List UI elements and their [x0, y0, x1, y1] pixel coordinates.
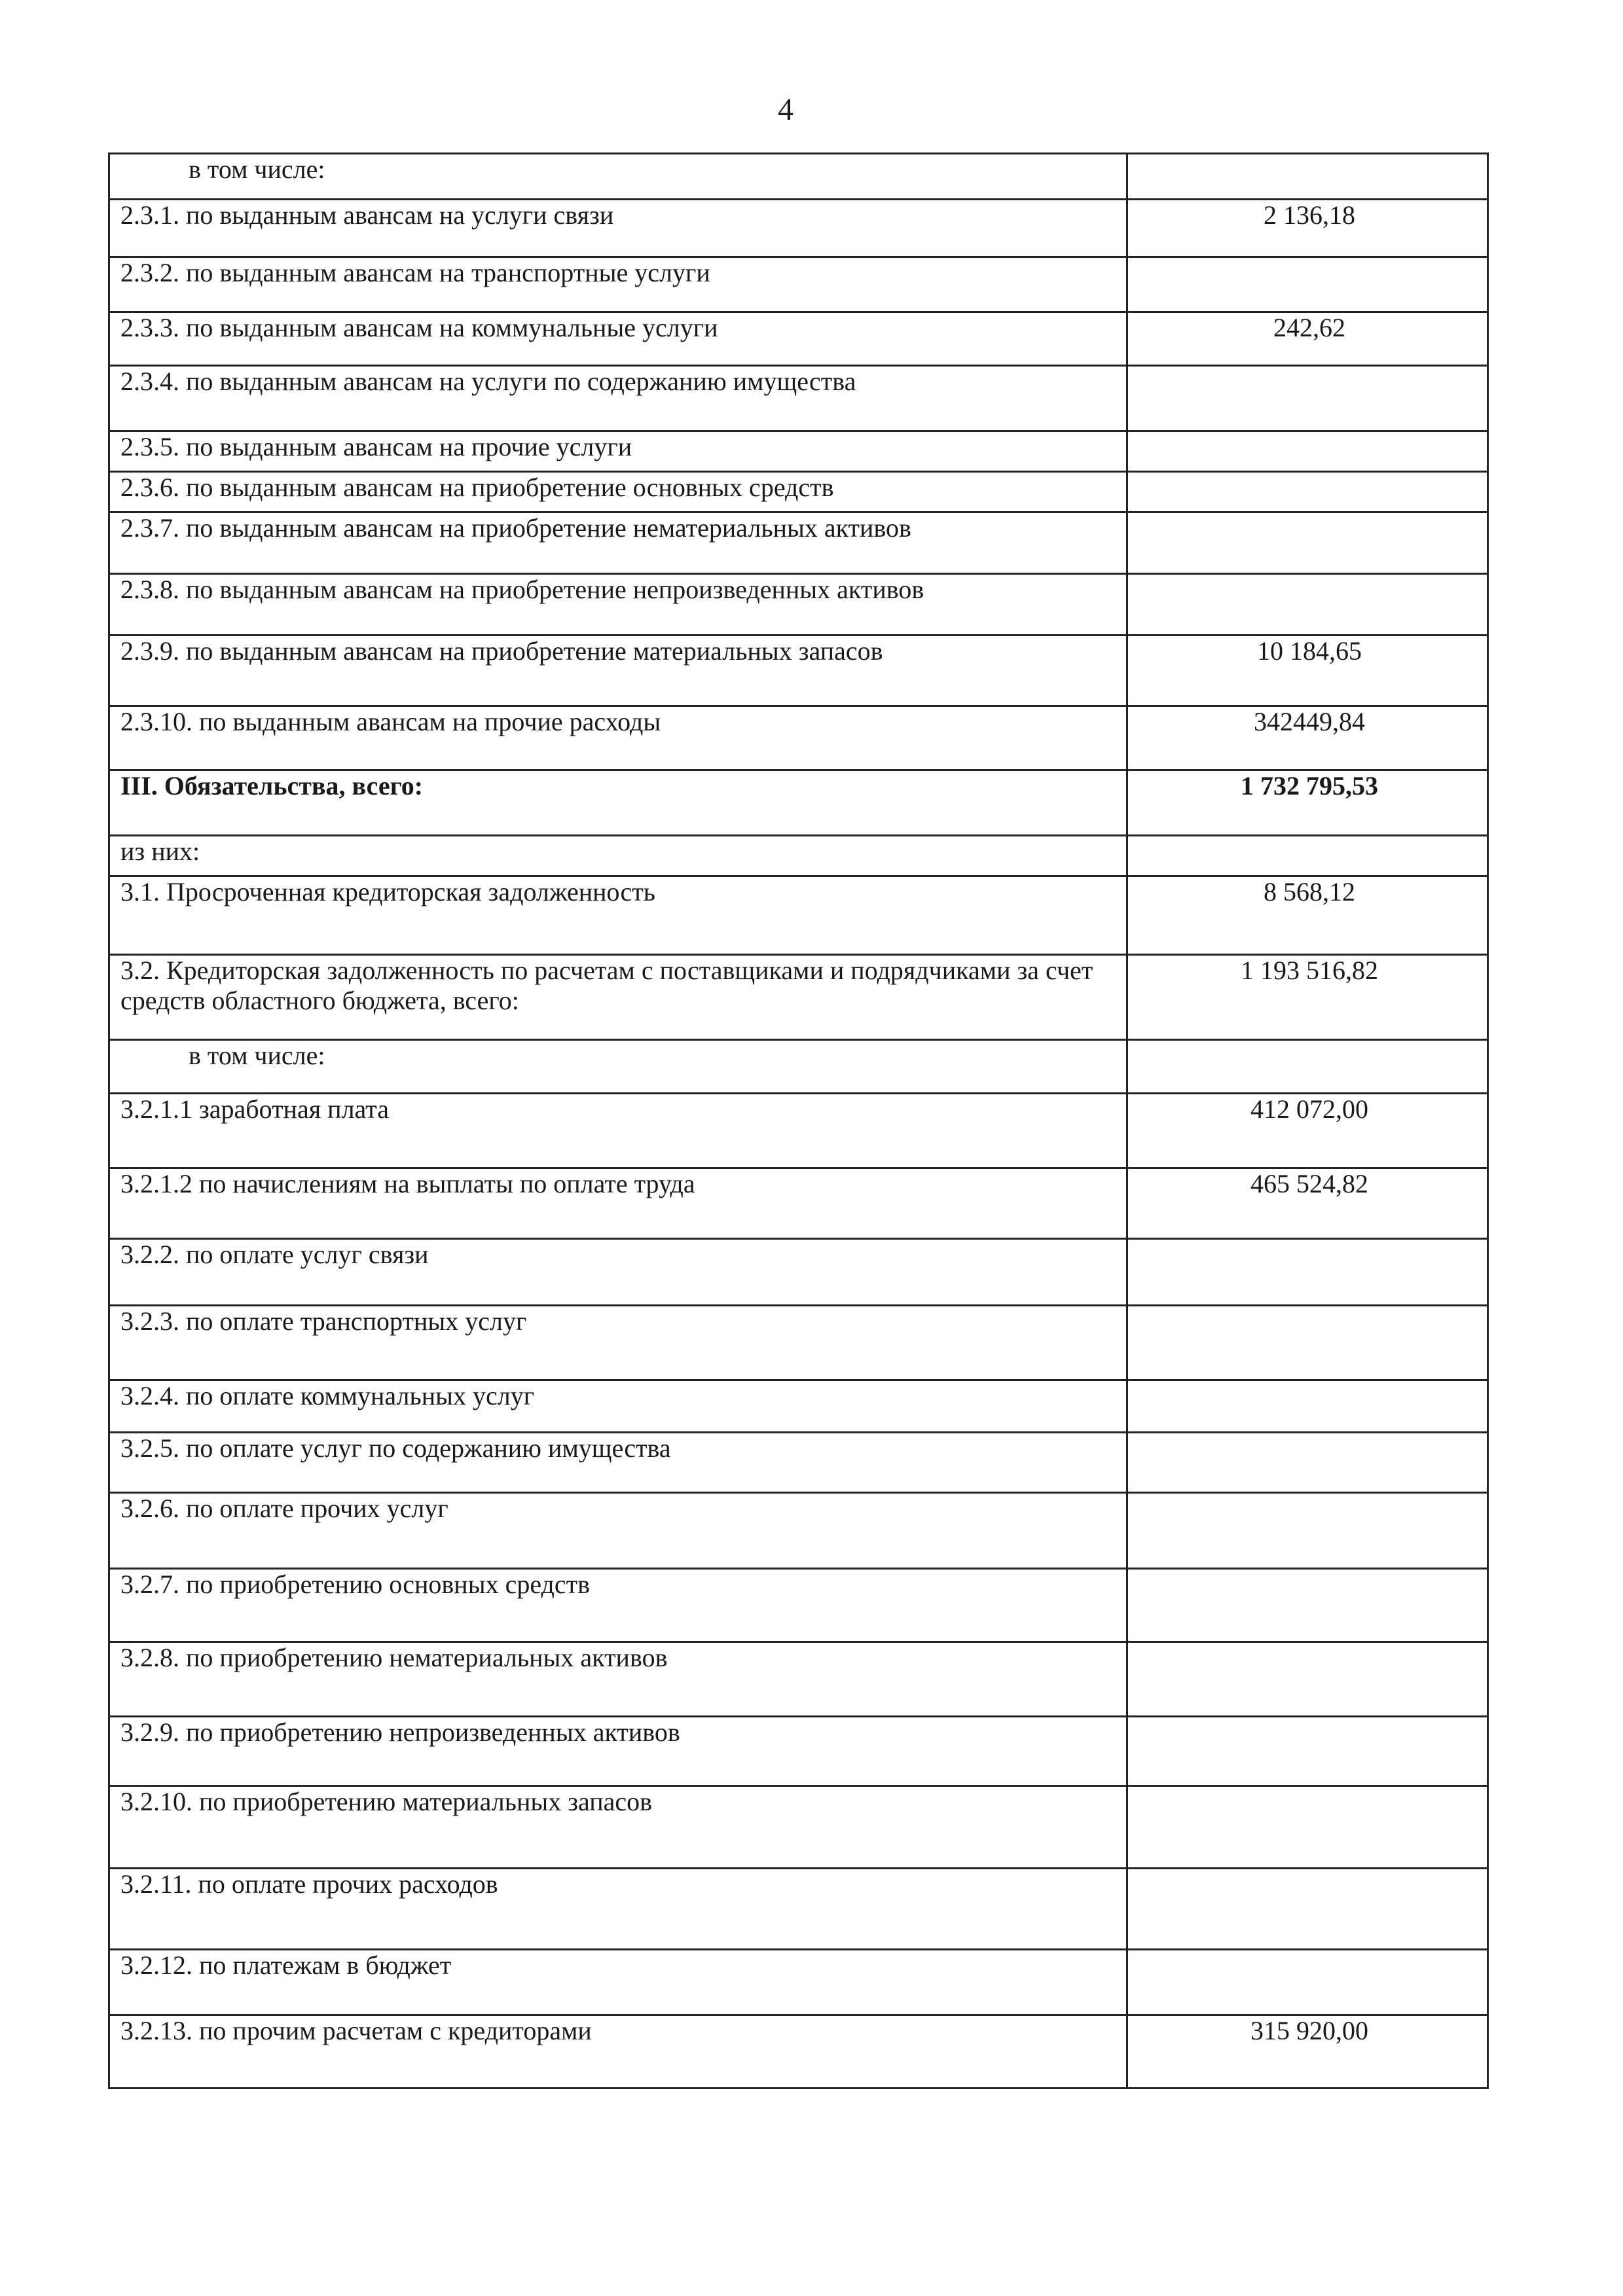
row-value [1127, 1380, 1488, 1433]
row-label: 2.3.3. по выданным авансам на коммунальные услуги [109, 312, 1127, 366]
row-label: 3.2.4. по оплате коммунальных услуг [109, 1380, 1127, 1433]
page-number: 4 [778, 92, 793, 127]
row-value [1127, 472, 1488, 512]
row-label: 3.2.2. по оплате услуг связи [109, 1239, 1127, 1306]
table-row [109, 836, 1488, 876]
row-value: 465 524,82 [1127, 1168, 1488, 1239]
row-label: 3.2.7. по приобретению основных средств [109, 1569, 1127, 1642]
row-label: 3.2.12. по платежам в бюджет [109, 1950, 1127, 2015]
row-label: 3.2.9. по приобретению непроизведенных активов [109, 1717, 1127, 1786]
row-value [1127, 431, 1488, 472]
table-row [109, 312, 1488, 366]
row-value [1127, 1950, 1488, 2015]
table-row [109, 1380, 1488, 1433]
table-row [109, 1717, 1488, 1786]
row-value: 2 136,18 [1127, 200, 1488, 257]
row-value: 8 568,12 [1127, 876, 1488, 955]
row-label: 2.3.6. по выданным авансам на приобретение основных средств [109, 472, 1127, 512]
row-label: 2.3.4. по выданным авансам на услуги по содержанию имущества [109, 366, 1127, 431]
row-value: 242,62 [1127, 312, 1488, 366]
row-label: 3.2.8. по приобретению нематериальных активов [109, 1642, 1127, 1717]
row-value [1127, 366, 1488, 431]
row-value [1127, 574, 1488, 636]
row-value [1127, 1239, 1488, 1306]
table-row [109, 431, 1488, 472]
table-row [109, 1306, 1488, 1380]
table-row [109, 154, 1488, 200]
row-label: 2.3.8. по выданным авансам на приобретение непроизведенных активов [109, 574, 1127, 636]
row-label: в том числе: [109, 1040, 1127, 1094]
table-row [109, 955, 1488, 1040]
row-value [1127, 257, 1488, 312]
table-row [109, 1642, 1488, 1717]
row-value [1127, 1642, 1488, 1717]
row-label: 3.2.1.1 заработная плата [109, 1094, 1127, 1168]
row-value [1127, 1717, 1488, 1786]
table-row [109, 2015, 1488, 2089]
row-value [1127, 1786, 1488, 1869]
table-row [109, 1950, 1488, 2015]
row-label: 3.2.5. по оплате услуг по содержанию имущества [109, 1433, 1127, 1493]
row-label: III. Обязательства, всего: [109, 770, 1127, 836]
row-value: 1 732 795,53 [1127, 770, 1488, 836]
row-label: 2.3.7. по выданным авансам на приобретение нематериальных активов [109, 512, 1127, 574]
row-label: 3.2.6. по оплате прочих услуг [109, 1493, 1127, 1569]
table-row [109, 1869, 1488, 1950]
table-row [109, 1569, 1488, 1642]
table-row [109, 472, 1488, 512]
table-row [109, 366, 1488, 431]
row-value: 342449,84 [1127, 706, 1488, 770]
row-label: 3.2.13. по прочим расчетам с кредиторами [109, 2015, 1127, 2089]
row-label: 2.3.9. по выданным авансам на приобретение материальных запасов [109, 636, 1127, 706]
row-label: из них: [109, 836, 1127, 876]
row-value [1127, 836, 1488, 876]
table-row [109, 770, 1488, 836]
row-label: 3.2. Кредиторская задолженность по расчетам с поставщиками и подрядчиками за счет средств областного бюджета, всего: [109, 955, 1127, 1040]
table-row [109, 636, 1488, 706]
row-label: в том числе: [109, 154, 1127, 200]
row-label: 3.2.11. по оплате прочих расходов [109, 1869, 1127, 1950]
row-value [1127, 1306, 1488, 1380]
table-body [109, 154, 1488, 2089]
table-row [109, 1786, 1488, 1869]
table-row [109, 876, 1488, 955]
table-row [109, 512, 1488, 574]
row-value [1127, 154, 1488, 200]
row-value [1127, 1569, 1488, 1642]
row-label: 2.3.5. по выданным авансам на прочие услуги [109, 431, 1127, 472]
row-value [1127, 512, 1488, 574]
row-label: 2.3.2. по выданным авансам на транспортные услуги [109, 257, 1127, 312]
row-label: 3.1. Просроченная кредиторская задолженность [109, 876, 1127, 955]
table-row [109, 200, 1488, 257]
row-label: 3.2.10. по приобретению материальных запасов [109, 1786, 1127, 1869]
table-row [109, 257, 1488, 312]
row-value [1127, 1493, 1488, 1569]
table-row [109, 1168, 1488, 1239]
table-row [109, 1094, 1488, 1168]
row-value: 1 193 516,82 [1127, 955, 1488, 1040]
row-value: 412 072,00 [1127, 1094, 1488, 1168]
table-row [109, 1239, 1488, 1306]
row-label: 3.2.1.2 по начислениям на выплаты по оплате труда [109, 1168, 1127, 1239]
row-label: 3.2.3. по оплате транспортных услуг [109, 1306, 1127, 1380]
liabilities-table [108, 152, 1489, 2089]
row-value: 315 920,00 [1127, 2015, 1488, 2089]
table-row [109, 574, 1488, 636]
table-row [109, 1040, 1488, 1094]
row-value [1127, 1869, 1488, 1950]
table-row [109, 1433, 1488, 1493]
row-label: 2.3.1. по выданным авансам на услуги связи [109, 200, 1127, 257]
row-label: 2.3.10. по выданным авансам на прочие расходы [109, 706, 1127, 770]
row-value: 10 184,65 [1127, 636, 1488, 706]
table-row [109, 706, 1488, 770]
row-value [1127, 1040, 1488, 1094]
row-value [1127, 1433, 1488, 1493]
table-row [109, 1493, 1488, 1569]
